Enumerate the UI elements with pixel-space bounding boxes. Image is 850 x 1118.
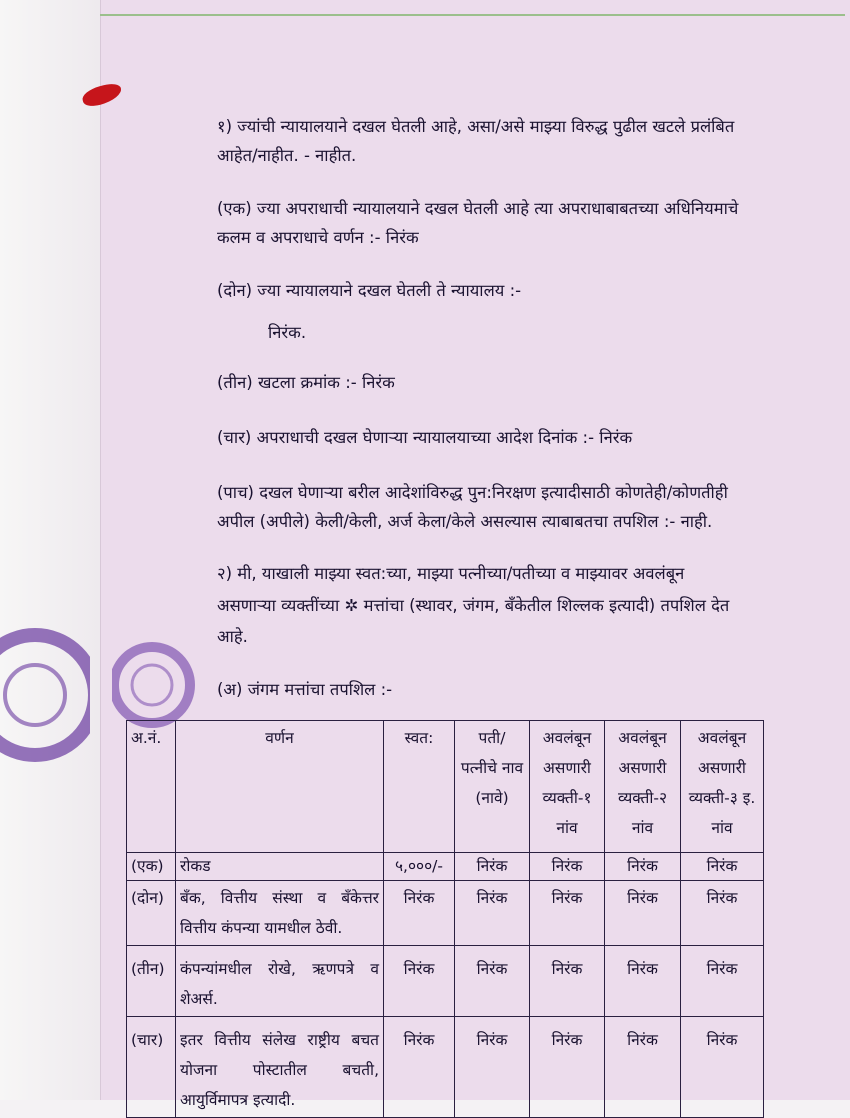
para-char: (चार) अपराधाची दखल घेणाऱ्या न्यायालयाच्या आदेश दिनांक :- निरंक (217, 428, 633, 447)
header-cell: वर्णन (176, 721, 384, 853)
cell-value: निरंक (605, 881, 681, 946)
para-1-line-1: १) ज्यांची न्यायालयाने दखल घेतली आहे, असा/असे माझ्या विरुद्ध पुढील खटले प्रलंबित (217, 117, 735, 136)
table-row (127, 946, 764, 1017)
cell-value: निरंक (605, 946, 681, 1017)
table-row (127, 881, 764, 946)
header-cell: अ.नं. (127, 721, 176, 853)
para-don-line-1: (दोन) ज्या न्यायालयाने दखल घेतली ते न्यायालय :- (217, 281, 522, 300)
para-pach-line-1: (पाच) दखल घेणाऱ्या बरील आदेशांविरुद्ध पुन:निरक्षण इत्यादीसाठी कोणतेही/कोणतीही (217, 483, 728, 502)
cell-value: निरंक (455, 1017, 530, 1118)
header-cell: पती/ पत्नीचे नाव (नावे) (455, 721, 530, 853)
cell-value: निरंक (605, 853, 681, 881)
cell-value: निरंक (681, 881, 764, 946)
page-edge-line (100, 14, 845, 16)
row-number: (एक) (127, 853, 176, 881)
cell-value: निरंक (455, 946, 530, 1017)
header-cell: स्वत: (384, 721, 455, 853)
cell-value: निरंक (530, 853, 605, 881)
row-description: बँक, वित्तीय संस्था व बँकेत्तर वित्तीय कंपन्या यामधील ठेवी. (176, 881, 384, 946)
para-ek-line-1: (एक) ज्या अपराधाची न्यायालयाने दखल घेतली आहे त्या अपराधाबाबतच्या अधिनियमाचे (217, 199, 739, 218)
cell-value: निरंक (455, 853, 530, 881)
row-number: (चार) (127, 1017, 176, 1118)
cell-value: निरंक (681, 1017, 764, 1118)
row-description: इतर वित्तीय संलेख राष्ट्रीय बचत योजना पोस्टातील बचती, आयुर्विमापत्र इत्यादी. (176, 1017, 384, 1118)
cell-value: निरंक (530, 946, 605, 1017)
para-2-line-1: २) मी, याखाली माझ्या स्वत:च्या, माझ्या पत्नीच्या/पतीच्या व माझ्यावर अवलंबून (217, 564, 685, 583)
cell-value: निरंक (681, 946, 764, 1017)
para-2-line-2: असणाऱ्या व्यक्तींच्या ✲ मत्तांचा (स्थावर, जंगम, बँकेतील शिल्लक इत्यादी) तपशिल देत (217, 596, 730, 615)
cell-value: निरंक (530, 881, 605, 946)
cell-value: निरंक (384, 881, 455, 946)
table-row (127, 1017, 764, 1118)
adjacent-page-strip (0, 0, 100, 1100)
row-description: कंपन्यांमधील रोखे, ऋणपत्रे व शेअर्स. (176, 946, 384, 1017)
cell-value: ५,०००/- (384, 853, 455, 881)
header-cell: अवलंबून असणारी व्यक्ती-२ नांव (605, 721, 681, 853)
movable-assets-table (126, 720, 764, 1118)
row-number: (तीन) (127, 946, 176, 1017)
para-1-line-2: आहेत/नाहीत. - नाहीत. (217, 146, 357, 165)
section-a-heading: (अ) जंगम मत्तांचा तपशिल :- (217, 680, 393, 699)
para-2-line-3: आहे. (217, 627, 248, 646)
row-number: (दोन) (127, 881, 176, 946)
cell-value: निरंक (605, 1017, 681, 1118)
table-row (127, 853, 764, 881)
header-cell: अवलंबून असणारी व्यक्ती-१ नांव (530, 721, 605, 853)
cell-value: निरंक (530, 1017, 605, 1118)
para-don-line-2: निरंक. (268, 323, 307, 342)
para-ek-line-2: कलम व अपराधाचे वर्णन :- निरंक (217, 228, 419, 247)
cell-value: निरंक (384, 946, 455, 1017)
stamp-left (0, 595, 90, 795)
cell-value: निरंक (455, 881, 530, 946)
para-teen: (तीन) खटला क्रमांक :- निरंक (217, 373, 395, 392)
cell-value: निरंक (384, 1017, 455, 1118)
header-cell: अवलंबून असणारी व्यक्ती-३ इ. नांव (681, 721, 764, 853)
row-description: रोकड (176, 853, 384, 881)
cell-value: निरंक (681, 853, 764, 881)
table-header-row (127, 721, 764, 853)
para-pach-line-2: अपील (अपीले) केली/केली, अर्ज केला/केले असल्यास त्याबाबतचा तपशिल :- नाही. (217, 512, 713, 531)
